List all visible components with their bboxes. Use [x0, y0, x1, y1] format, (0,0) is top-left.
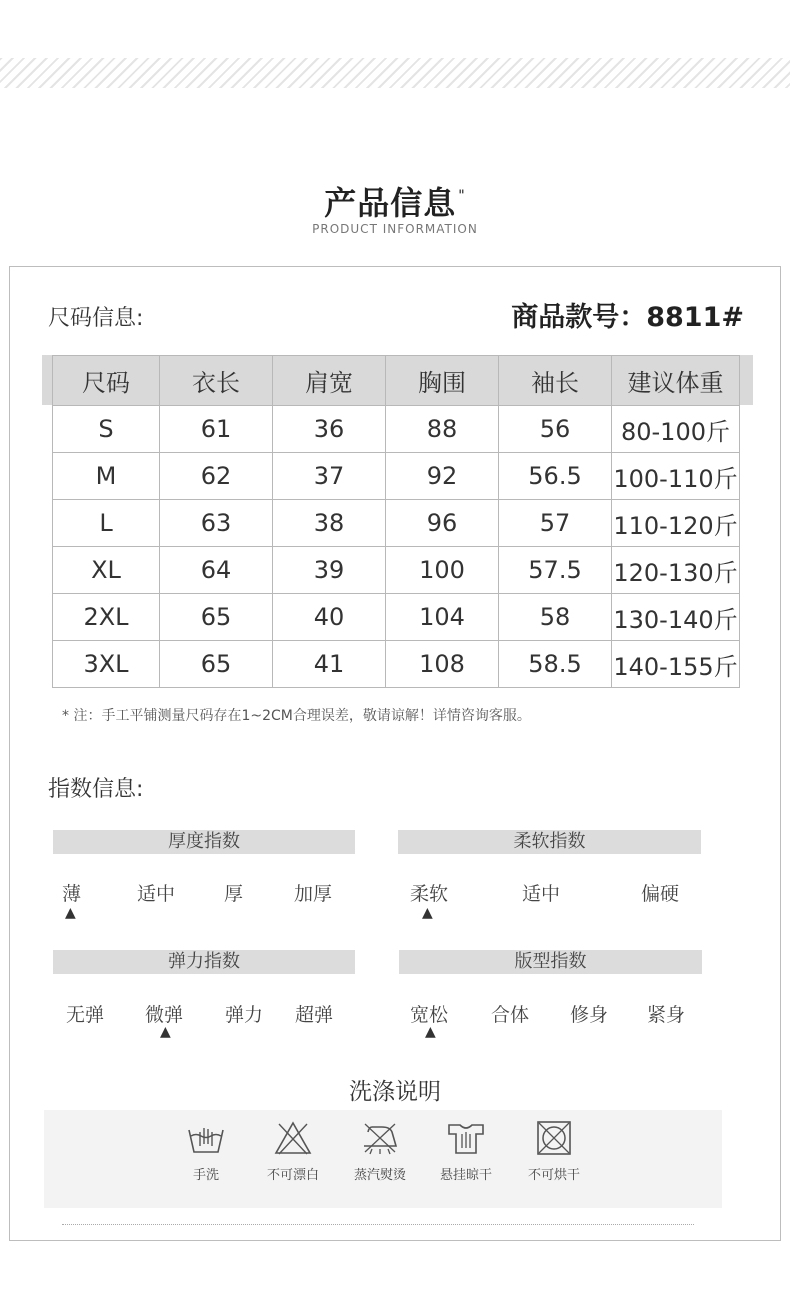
page-title: 产品信息 " — [324, 184, 466, 222]
table-cell: M — [53, 453, 160, 500]
softness-selected-marker: ▲ — [422, 905, 433, 921]
no-bleach-icon — [273, 1120, 313, 1156]
table-cell: 104 — [386, 594, 499, 641]
table-cell: 130-140斤 — [612, 594, 740, 641]
table-cell: 63 — [160, 500, 273, 547]
fit-selected-marker: ▲ — [425, 1024, 436, 1040]
size-table-header-row — [53, 356, 740, 406]
measurement-note: * 注：手工平铺测量尺码存在1~2CM合理误差，敬请谅解！详情咨询客服。 — [62, 708, 531, 724]
table-cell: L — [53, 500, 160, 547]
table-cell: 61 — [160, 406, 273, 453]
table-row — [53, 453, 740, 500]
table-cell: 2XL — [53, 594, 160, 641]
table-cell: 38 — [273, 500, 386, 547]
softness-option: 偏硬 — [641, 883, 680, 905]
table-cell: 3XL — [53, 641, 160, 688]
page-subtitle: PRODUCT INFORMATION — [312, 222, 478, 236]
table-cell: 65 — [160, 641, 273, 688]
table-row — [53, 500, 740, 547]
table-row — [53, 641, 740, 688]
table-cell: 110-120斤 — [612, 500, 740, 547]
size-section-label: 尺码信息: — [48, 306, 144, 331]
elasticity-option: 无弹 — [66, 1004, 105, 1026]
decorative-stripe-band — [0, 58, 790, 88]
softness-option: 适中 — [522, 883, 561, 905]
elasticity-option: 弹力 — [225, 1004, 264, 1026]
header-cell: 袖长 — [499, 356, 612, 406]
table-cell: 57.5 — [499, 547, 612, 594]
header-cell: 肩宽 — [273, 356, 386, 406]
header-cell: 尺码 — [53, 356, 160, 406]
table-cell: 41 — [273, 641, 386, 688]
bottom-divider — [62, 1224, 694, 1225]
table-cell: 36 — [273, 406, 386, 453]
table-cell: 58.5 — [499, 641, 612, 688]
table-cell: 62 — [160, 453, 273, 500]
wash-label: 手洗 — [192, 1168, 219, 1183]
table-cell: 100 — [386, 547, 499, 594]
table-cell: 58 — [499, 594, 612, 641]
table-cell: 40 — [273, 594, 386, 641]
table-cell: 56 — [499, 406, 612, 453]
elasticity-selected-marker: ▲ — [160, 1024, 171, 1040]
thickness-option: 适中 — [137, 883, 176, 905]
table-cell: 57 — [499, 500, 612, 547]
header-cell: 衣长 — [160, 356, 273, 406]
wash-item-no-tumble-dry — [514, 1120, 594, 1183]
steam-iron-icon — [360, 1120, 400, 1156]
thickness-option: 加厚 — [294, 883, 333, 905]
table-cell: 65 — [160, 594, 273, 641]
table-cell: 96 — [386, 500, 499, 547]
table-cell: XL — [53, 547, 160, 594]
table-row — [53, 406, 740, 453]
table-cell: 120-130斤 — [612, 547, 740, 594]
fit-option: 宽松 — [410, 1004, 449, 1026]
wash-item-steam-iron — [340, 1120, 420, 1183]
thickness-option: 厚 — [224, 883, 244, 905]
elasticity-option: 超弹 — [295, 1004, 334, 1026]
thickness-option: 薄 — [62, 883, 82, 905]
table-row — [53, 547, 740, 594]
table-row — [53, 594, 740, 641]
hang-dry-icon — [446, 1120, 486, 1156]
wash-item-hang-dry — [426, 1120, 506, 1183]
wash-item-no-bleach — [253, 1120, 333, 1183]
model-number: 商品款号：8811# — [511, 302, 744, 333]
table-cell: 56.5 — [499, 453, 612, 500]
thickness-selected-marker: ▲ — [65, 905, 76, 921]
thickness-index-bar: 厚度指数 — [53, 830, 355, 854]
softness-index-bar: 柔软指数 — [398, 830, 701, 854]
wash-label: 不可烘干 — [527, 1168, 580, 1183]
size-table — [52, 355, 740, 688]
wash-item-hand-wash — [166, 1120, 246, 1183]
washing-title: 洗涤说明 — [349, 1079, 441, 1105]
no-tumble-dry-icon — [534, 1120, 574, 1156]
hand-wash-icon — [186, 1120, 226, 1156]
table-cell: S — [53, 406, 160, 453]
table-cell: 37 — [273, 453, 386, 500]
softness-option: 柔软 — [410, 883, 449, 905]
wash-label: 不可漂白 — [266, 1168, 319, 1183]
wash-label: 悬挂晾干 — [439, 1168, 492, 1183]
fit-index-bar: 版型指数 — [399, 950, 702, 974]
index-section-label: 指数信息: — [48, 777, 144, 802]
table-cell: 140-155斤 — [612, 641, 740, 688]
elasticity-index-bar: 弹力指数 — [53, 950, 355, 974]
fit-option: 修身 — [570, 1004, 609, 1026]
wash-label: 蒸汽熨烫 — [353, 1168, 406, 1183]
header-cell: 建议体重 — [612, 356, 740, 406]
fit-option: 紧身 — [647, 1004, 686, 1026]
table-cell: 64 — [160, 547, 273, 594]
table-cell: 39 — [273, 547, 386, 594]
table-cell: 108 — [386, 641, 499, 688]
title-ornament: " — [458, 188, 466, 204]
table-cell: 92 — [386, 453, 499, 500]
fit-option: 合体 — [491, 1004, 530, 1026]
header-cell: 胸围 — [386, 356, 499, 406]
table-cell: 88 — [386, 406, 499, 453]
table-cell: 100-110斤 — [612, 453, 740, 500]
table-cell: 80-100斤 — [612, 406, 740, 453]
elasticity-option: 微弹 — [145, 1004, 184, 1026]
